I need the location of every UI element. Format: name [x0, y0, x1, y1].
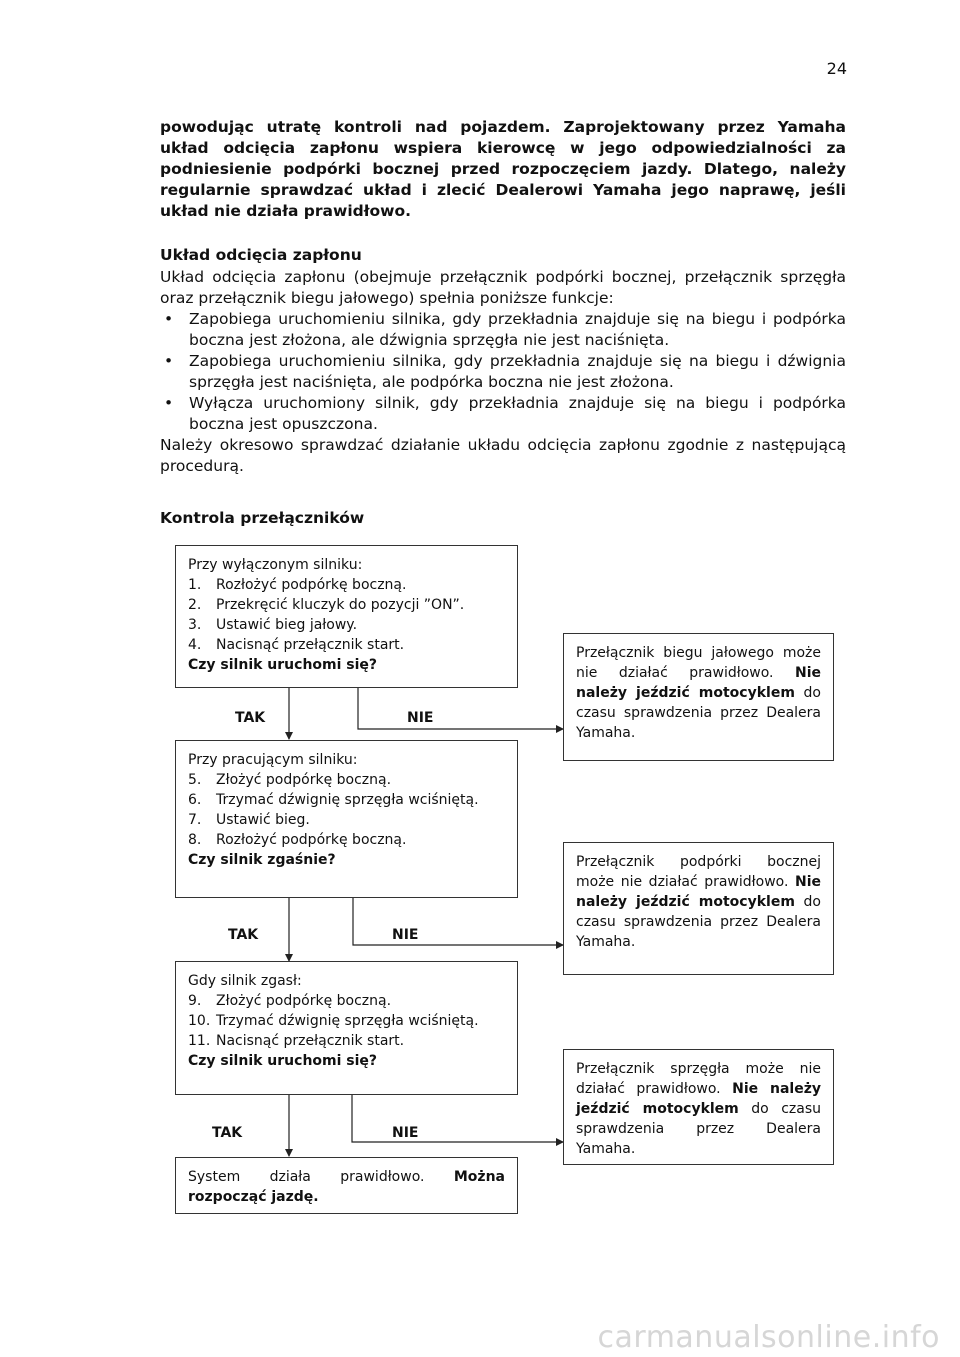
- step-item: [188, 575, 505, 595]
- fault-text: Przełącznik sprzęgła może nie działać prawidłowo.: [576, 1061, 821, 1097]
- flow-fault-clutch-switch: [563, 1049, 834, 1165]
- step-text: Przekręcić kluczyk do pozycji ”ON”.: [216, 597, 465, 613]
- step-number: 10.: [188, 1013, 211, 1029]
- step-header: Gdy silnik zgasł:: [188, 973, 302, 989]
- list-item-text: Zapobiega uruchomieniu silnika, gdy przekładnia znajduje się na biegu i podpórka boczna jest złożona, ale dźwignia sprzęgła nie jest naciśnięta.: [189, 310, 846, 349]
- step-number: 6.: [188, 792, 202, 808]
- step-item: [188, 1031, 505, 1051]
- step-number: 3.: [188, 617, 202, 633]
- yes-label: TAK: [212, 1125, 243, 1141]
- section-body: [160, 267, 846, 477]
- flow-fault-neutral-switch: [563, 633, 834, 761]
- step-question: Czy silnik uruchomi się?: [188, 1053, 378, 1069]
- fault-action: do czasu sprawdzenia przez Dealera Yamaha.: [576, 685, 821, 741]
- step-text: Nacisnąć przełącznik start.: [216, 637, 405, 653]
- step-text: Trzymać dźwignię sprzęgła wciśniętą.: [216, 1013, 479, 1029]
- step-text: Ustawić bieg.: [216, 812, 310, 828]
- list-item: [160, 309, 846, 351]
- yes-label: TAK: [235, 710, 266, 726]
- no-label: NIE: [407, 710, 434, 726]
- fault-action: do czasu sprawdzenia przez Dealera Yamaha.: [576, 894, 821, 950]
- final-text: System działa prawidłowo.: [188, 1169, 425, 1185]
- step-item: [188, 615, 505, 635]
- list-item-text: Zapobiega uruchomieniu silnika, gdy przekładnia znajduje się na biegu i dźwignia sprzęgła jest naciśnięta, ale podpórka boczna nie jest złożona.: [189, 352, 846, 391]
- bullet-icon: •: [164, 310, 174, 328]
- fault-warning: Nie należy jeździć motocyklem: [576, 665, 821, 701]
- step-text: Nacisnąć przełącznik start.: [216, 1033, 405, 1049]
- fault-text: Przełącznik podpórki bocznej może nie działać prawidłowo.: [576, 854, 821, 890]
- step-header: Przy wyłączonym silniku:: [188, 557, 363, 573]
- yes-label: TAK: [228, 927, 259, 943]
- step-number: 7.: [188, 812, 202, 828]
- step-item: [188, 770, 505, 790]
- step-number: 8.: [188, 832, 202, 848]
- no-label: NIE: [392, 1125, 419, 1141]
- list-item: [160, 393, 846, 435]
- step-text: Ustawić bieg jałowy.: [216, 617, 358, 633]
- step-text: Złożyć podpórkę boczną.: [216, 993, 392, 1009]
- step-item: [188, 810, 505, 830]
- watermark: carmanualsonline.info: [597, 1320, 940, 1355]
- fault-text: Przełącznik biegu jałowego może nie działać prawidłowo.: [576, 645, 821, 681]
- no-label: NIE: [392, 927, 419, 943]
- bullet-icon: •: [164, 394, 174, 412]
- step-item: [188, 991, 505, 1011]
- flow-step-3: [175, 961, 518, 1095]
- no-connector-2: [353, 898, 563, 945]
- flow-step-2: [175, 740, 518, 898]
- closing-text: Należy okresowo sprawdzać działanie układu odcięcia zapłonu zgodnie z następującą procedurą.: [160, 436, 846, 475]
- final-bold-text: Można rozpocząć jazdę.: [188, 1169, 505, 1205]
- step-number: 2.: [188, 597, 202, 613]
- step-text: Rozłożyć podpórkę boczną.: [216, 832, 407, 848]
- no-connector-1: [358, 688, 563, 729]
- step-text: Trzymać dźwignię sprzęgła wciśniętą.: [216, 792, 479, 808]
- no-connector-3: [352, 1095, 563, 1142]
- list-item: [160, 351, 846, 393]
- step-item: [188, 635, 505, 655]
- bullet-icon: •: [164, 352, 174, 370]
- step-item: [188, 830, 505, 850]
- step-number: 4.: [188, 637, 202, 653]
- step-item: [188, 595, 505, 615]
- step-header: Przy pracującym silniku:: [188, 752, 358, 768]
- step-text: Rozłożyć podpórkę boczną.: [216, 577, 407, 593]
- fault-action: do czasu sprawdzenia przez Dealera Yamaha.: [576, 1101, 822, 1157]
- flow-fault-sidestand-switch: [563, 842, 834, 975]
- list-item-text: Wyłącza uruchomiony silnik, gdy przekładnia znajduje się na biegu i podpórka boczna jest opuszczona.: [189, 394, 846, 433]
- section-title-switch-check: Kontrola przełączników: [160, 509, 365, 527]
- step-number: 1.: [188, 577, 202, 593]
- section-title-ignition-cutoff: Układ odcięcia zapłonu: [160, 246, 362, 264]
- function-list: [160, 309, 846, 435]
- step-number: 5.: [188, 772, 202, 788]
- step-question: Czy silnik uruchomi się?: [188, 657, 378, 673]
- step-item: [188, 1011, 505, 1031]
- step-number: 9.: [188, 993, 202, 1009]
- fault-warning: Nie należy jeździć motocyklem: [576, 874, 822, 910]
- step-question: Czy silnik zgaśnie?: [188, 852, 336, 868]
- intro-paragraph: powodując utratę kontroli nad pojazdem. Zaprojektowany przez Yamaha układ odcięcia zapłonu wspiera kierowcę w jego odpowiedzialności za podniesienie podpórki bocznej przed rozpoczęciem jazdy. Dlatego, należy regularnie sprawdzać układ i zlecić Dealerowi Yamaha jego naprawę, jeśli układ nie działa prawidłowo.: [160, 118, 846, 220]
- flow-step-1: [175, 545, 518, 688]
- page-number: 24: [826, 59, 847, 78]
- section-intro-text: Układ odcięcia zapłonu (obejmuje przełącznik podpórki bocznej, przełącznik sprzęgła oraz przełącznik biegu jałowego) spełnia poniższe funkcje:: [160, 268, 846, 307]
- step-number: 11.: [188, 1033, 211, 1049]
- flow-final-result: [175, 1157, 518, 1214]
- step-text: Złożyć podpórkę boczną.: [216, 772, 392, 788]
- step-item: [188, 790, 505, 810]
- fault-warning: Nie należy jeździć motocyklem: [576, 1081, 821, 1117]
